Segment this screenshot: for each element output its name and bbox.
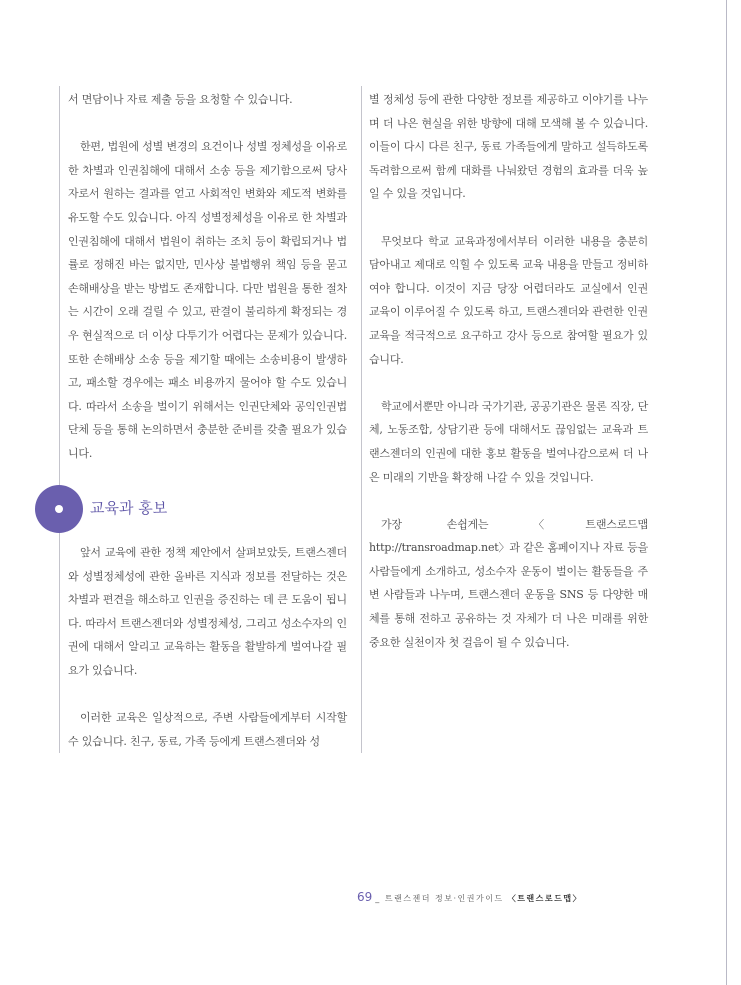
bullet-circle-icon	[35, 485, 83, 533]
left-column	[68, 88, 347, 466]
left-paragraph-1: 서 면담이나 자료 제출 등을 요청할 수 있습니다.	[68, 93, 293, 106]
footer-separator: _	[375, 894, 381, 903]
right-paragraph-4: 가장 손쉽게는 〈트랜스로드맵 http://transroadmap.net〉과 같은 홈페이지나 자료 등을 사람들에게 소개하고, 성소수자 운동이 벌이는 활동들을 주변 사람들과 나누며, 트랜스젠더 운동을 SNS 등 다양한 매체를 통해 전하고 공유하는 것 자체가 더 나은 미래를 위한 중요한 실천이자 첫 걸음이 될 수 있습니다.	[369, 517, 648, 649]
left-column-lower	[68, 541, 347, 753]
right-paragraph-3: 학교에서뿐만 아니라 국가기관, 공공기관은 물론 직장, 단체, 노동조합, 상담기관 등에 대해서도 끊임없는 교육과 트랜스젠더의 인권에 대한 홍보 활동을 벌여나감으로써 더 나은 미래의 기반을 확장해 나갈 수 있을 것입니다.	[369, 399, 648, 484]
column-divider	[361, 86, 362, 753]
left-column-rule	[59, 86, 60, 753]
bullet-dot-icon	[55, 505, 63, 513]
page-edge-line	[726, 0, 727, 985]
right-paragraph-2: 무엇보다 학교 교육과정에서부터 이러한 내용을 충분히 담아내고 제대로 익힐 수 있도록 교육 내용을 만들고 정비하여야 합니다. 이것이 지금 당장 어렵더라도 교실에서 인권 교육이 이루어질 수 있도록 하고, 트랜스젠더와 관련한 인권 교육을 적극적으로 요구하고 강사 등으로 참여할 필요가 있습니다.	[369, 234, 648, 366]
left-paragraph-3: 앞서 교육에 관한 정책 제안에서 살펴보았듯, 트랜스젠더와 성별정체성에 관한 올바른 지식과 정보를 전달하는 것은 차별과 편견을 해소하고 인권을 증진하는 데 큰 도움이 됩니다. 따라서 트랜스젠더와 성별정체성, 그리고 성소수자의 인권에 대해서 알리고 교육하는 활동을 활발하게 벌여나갈 필요가 있습니다.	[68, 546, 347, 677]
left-paragraph-4: 이러한 교육은 일상적으로, 주변 사람들에게부터 시작할 수 있습니다. 친구, 동료, 가족 등에게 트랜스젠더와 성	[68, 711, 347, 748]
left-paragraph-2: 한편, 법원에 성별 변경의 요건이나 성별 정체성을 이유로 한 차별과 인권침해에 대해서 소송 등을 제기함으로써 당사자로서 원하는 결과를 얻고 사회적인 변화와 제도적 변화를 유도할 수도 있습니다. 아직 성별정체성을 이유로 한 차별과 인권침해에 대해서 법원이 취하는 조치 등이 확립되거나 법률로 정해진 바는 없지만, 민사상 불법행위 책임 등을 묻고 손해배상을 받는 방법도 존재합니다. 다만 법원을 통한 절차는 시간이 오래 걸릴 수 있고, 판결이 불리하게 확정되는 경우 현실적으로 더 이상 다투기가 어렵다는 문제가 있습니다. 또한 손해배상 소송 등을 제기할 때에는 소송비용이 발생하고, 패소할 경우에는 패소 비용까지 물어야 할 수도 있습니다. 따라서 소송을 벌이기 위해서는 인권단체와 공익인권법 단체 등을 통해 논의하면서 충분한 준비를 갖출 필요가 있습니다.	[68, 140, 347, 460]
page-number: 69	[357, 890, 373, 904]
right-paragraph-1: 별 정체성 등에 관한 다양한 정보를 제공하고 이야기를 나누며 더 나은 현실을 위한 방향에 대해 모색해 볼 수 있습니다. 이들이 다시 다른 친구, 동료 가족들에게 말하고 설득하도록 독려함으로써 함께 대화를 나눠왔던 경험의 효과를 더욱 높일 수 있을 것입니다.	[369, 93, 648, 201]
footer-title: 트랜스젠더 정보·인권가이드	[384, 894, 504, 903]
right-column	[369, 88, 648, 654]
section-title: 교육과 홍보	[90, 499, 168, 517]
footer-book-title: 〈트랜스로드맵〉	[507, 894, 583, 903]
page-footer	[357, 890, 582, 904]
